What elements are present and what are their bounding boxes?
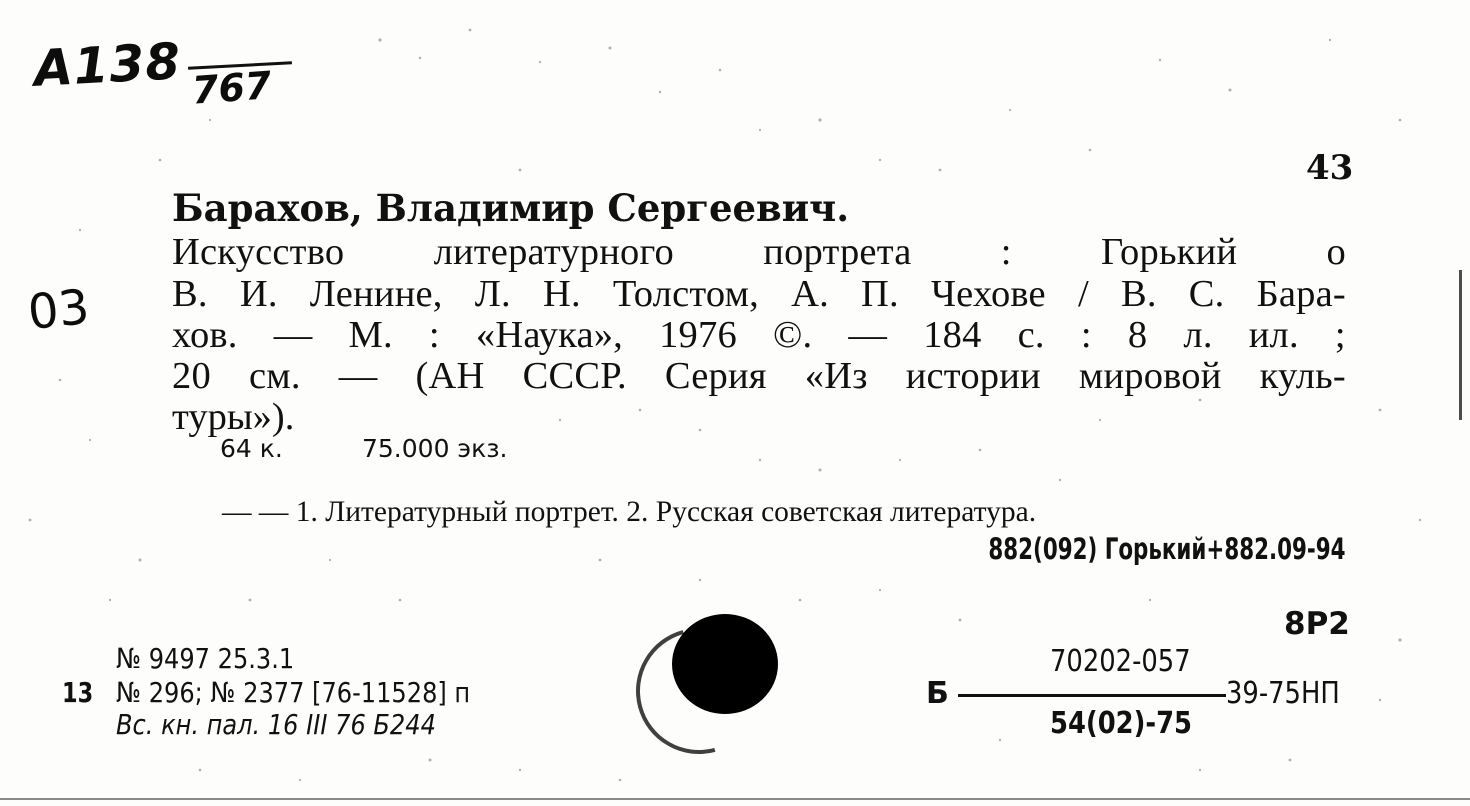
handwritten-call-number: А138	[32, 32, 183, 98]
bbk-index: 8Р2	[1284, 606, 1350, 642]
order-line-3: Вс. кн. пал. 16 III 76 Б244	[116, 708, 436, 741]
word: Искусство	[172, 231, 345, 273]
description-line-4	[172, 354, 1346, 398]
word: с.	[1017, 314, 1045, 356]
subject-headings: — — 1. Литературный портрет. 2. Русская советская литература.	[222, 496, 1037, 528]
word: П.	[861, 273, 899, 315]
word: л.	[1183, 314, 1213, 356]
word: В.	[172, 273, 208, 315]
order-line-1: № 9497 25.3.1	[116, 642, 295, 675]
order-prefix: 13	[62, 676, 94, 709]
word: Л.	[474, 273, 511, 315]
price: 64 к.	[220, 434, 283, 463]
word: И.	[239, 273, 278, 315]
word: ил.	[1248, 314, 1299, 356]
word: 8	[1127, 314, 1148, 356]
word: Горький	[1100, 231, 1238, 273]
word: Бара-	[1256, 273, 1346, 315]
handwritten-margin-note: 03	[25, 278, 92, 342]
word: ©.	[773, 314, 813, 356]
word: М.	[348, 314, 393, 356]
description-line-1	[172, 230, 1346, 274]
fraction-denominator: 54(02)-75	[1050, 706, 1193, 741]
card-bottom-edge	[0, 798, 1470, 800]
fraction-prefix: Б	[926, 676, 949, 711]
word: —	[848, 314, 888, 356]
word: литературного	[433, 231, 674, 273]
word: 1976	[659, 314, 737, 356]
description-line-5: туры»).	[172, 396, 295, 438]
word: Чехове	[930, 273, 1046, 315]
word: /	[1077, 273, 1089, 315]
word: —	[273, 314, 313, 356]
word: Толстом,	[612, 273, 759, 315]
word: куль-	[1259, 355, 1346, 397]
description-line-2	[172, 272, 1346, 316]
word: Ленине,	[309, 273, 443, 315]
word: (АН	[415, 355, 485, 397]
card-number: 43	[1306, 148, 1354, 188]
word: Н.	[542, 273, 581, 315]
word: 184	[923, 314, 982, 356]
print-run: 75.000 экз.	[362, 434, 508, 463]
word: мировой	[1078, 355, 1222, 397]
udc-classification: 882(092) Горький+882.09-94	[988, 532, 1346, 566]
author-heading: Барахов, Владимир Сергеевич.	[172, 186, 850, 230]
word: —	[338, 355, 378, 397]
word: 20	[172, 355, 211, 397]
punch-hole	[672, 614, 778, 714]
word: В.	[1120, 273, 1157, 315]
order-line-2: № 296; № 2377 [76-11528] п	[116, 676, 471, 709]
word: С.	[1188, 273, 1225, 315]
fraction-numerator: 70202-057	[1050, 644, 1191, 679]
fraction-suffix: 39-75НП	[1226, 676, 1340, 711]
card-right-edge	[1459, 270, 1462, 420]
word: Серия	[664, 355, 767, 397]
handwritten-call-number-sub: 767	[190, 63, 273, 113]
word: см.	[248, 355, 301, 397]
word: о	[1326, 231, 1346, 273]
description-line-3	[172, 313, 1346, 357]
word: истории	[905, 355, 1041, 397]
fraction-bar	[958, 694, 1226, 697]
word: «Наука»,	[475, 314, 624, 356]
word: СССР.	[522, 355, 627, 397]
word: :	[428, 314, 440, 356]
word: :	[1000, 231, 1012, 273]
word: А.	[791, 273, 829, 315]
word: :	[1080, 314, 1092, 356]
word: портрета	[763, 231, 912, 273]
word: «Из	[804, 355, 868, 397]
word: ;	[1334, 314, 1346, 356]
word: хов.	[172, 314, 238, 356]
